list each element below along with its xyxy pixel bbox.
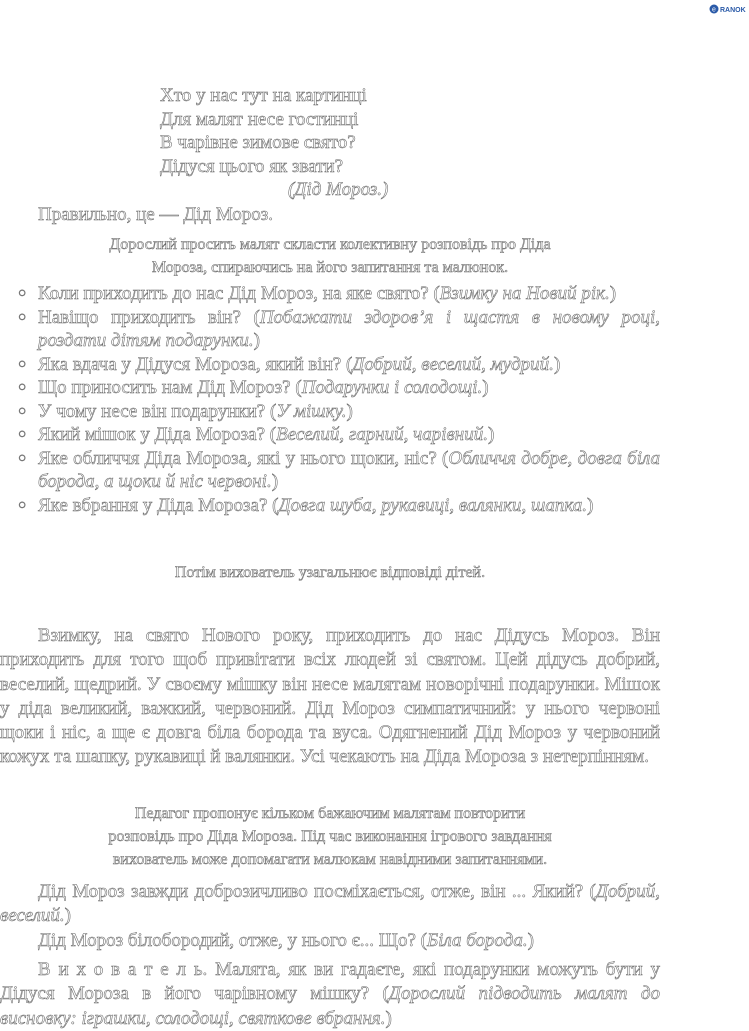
logo-icon (709, 3, 749, 15)
bullet-icon: ○ (18, 497, 27, 513)
list-item: ○ Яке вбрання у Діда Мороза? (Довга шуба, рукавиці, валянки, шапка.) (18, 494, 594, 516)
bullet-icon: ○ (18, 450, 27, 466)
speaker-label: В и х о в а т е л ь. (38, 959, 208, 980)
bullet-icon: ○ (18, 309, 27, 325)
publisher-logo (709, 2, 749, 14)
bullet-icon: ○ (18, 286, 27, 301)
story-paragraph: Взимку, на свято Нового року, приходить до нас Дідусь Мороз. Він приходить для того щоб привітати всіх людей зі святом. Цей дідусь добрий, веселий, щедрий. У своєму мішку він несе малятам новорічні подарунки. Мішок у діда великий, важкий, червоний. Дід Мороз симпатичний: у нього червоні щоки і ніс, а ще є довга біла борода та вуса. Одягнений Дід Мороз у червоний кожух та шапку, рукавиці й валянки. Усі чекають на Діда Мороза з нетерпінням. (0, 625, 660, 768)
poem-line: Для малят несе гостинці (160, 108, 359, 130)
list-item: ○ У чому несе він подарунки? (У мішку.) (18, 400, 353, 422)
paragraph-3: В и х о в а т е л ь. Малята, як ви гадаєте, які подарунки можуть бути у Дідуся Мороза в його чарівному мішку? (Дорослий підводить малят до висновку: іграшки, солодощі, святкове вбрання.) (0, 959, 660, 1029)
list-item: ○ Який мішок у Діда Мороза? (Веселий, гарний, чарівний.) (18, 424, 495, 445)
instruction-note-3: Педагог пропонує кільком бажаючим малятам повторити розповідь про Діда Мороза. Під час виконання ігрового завдання вихователь може допомагати малюкам навідними запитаннями. (108, 805, 552, 868)
poem-line: В чарівне зимове свято? (160, 132, 356, 153)
confirm-text: Правильно, це — Дід Мороз. (38, 204, 274, 225)
poem-answer: (Дід Мороз.) (288, 179, 389, 200)
bullet-icon: ○ (18, 403, 27, 419)
instruction-note-1: Дорослий просить малят скласти колективну розповідь про Діда Мороза, спираючись на його запитання та малюнок. (109, 236, 551, 276)
list-item: ○ Що приносить нам Дід Мороз? (Подарунки і солодощі.) (18, 377, 489, 398)
logo-text: RANOK (720, 7, 746, 14)
paragraph-1: Дід Мороз завжди доброзичливо посміхається, отже, він ... Який? (Добрий, веселий.) (0, 881, 660, 927)
paragraph-2: Дід Мороз білобородий, отже, у нього є... Що? (Біла борода.) (38, 930, 534, 951)
bullet-icon: ○ (18, 356, 27, 372)
bullet-icon: ○ (18, 380, 27, 395)
bullet-icon: ○ (18, 427, 27, 442)
question-list (0, 282, 660, 517)
poem-line: Хто у нас тут на картинці (160, 85, 367, 106)
svg-text:e: e (712, 6, 716, 14)
list-item: ○ Коли приходить до нас Дід Мороз, на яке свято? (Взимку на Новий рік.) (18, 283, 617, 304)
poem (160, 84, 388, 202)
poem-line: Дідуся цього як звати? (160, 155, 344, 177)
instruction-note-2: Потім вихователь узагальнює відповіді дітей. (174, 564, 486, 581)
list-item: ○ Яка вдача у Дідуся Мороза, який він? (Добрий, веселий, мудрий.) (18, 353, 561, 375)
list-item: ○ Навіщо приходить він? (Побажати здоров’я і щастя в новому році, роздати дітям подарунки.) (18, 306, 660, 351)
list-item: ○ Яке обличчя Діда Мороза, які у нього щоки, ніс? (Обличчя добре, довга біла борода, а щоки й ніс червоні.) (18, 447, 660, 492)
